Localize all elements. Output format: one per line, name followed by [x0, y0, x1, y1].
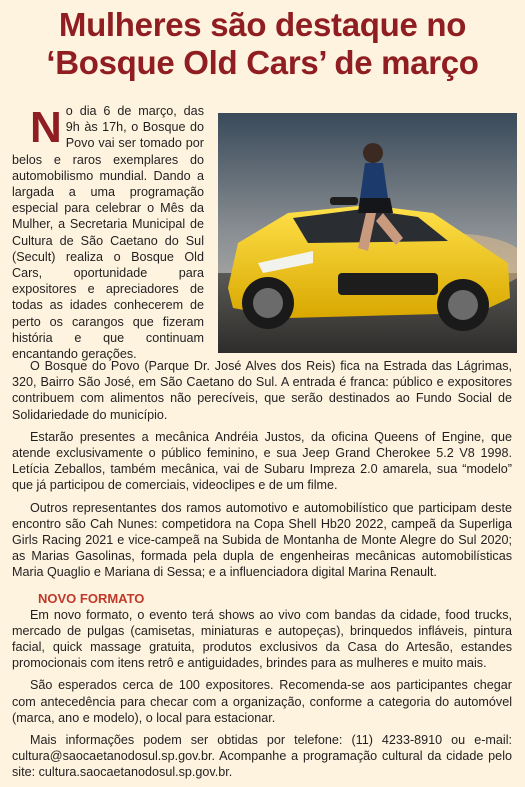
body-paragraph-1: O Bosque do Povo (Parque Dr. José Alves dos Reis) fica na Estrada das Lágrimas, 320, Bairro São José, em São Caetano do Sul. A entrada é franca: público e expositores contribuem com alimentos não perecíveis, que serão destinados ao Fundo Social de Solidariedade do município.	[12, 359, 512, 422]
body-paragraph-5: São esperados cerca de 100 expositores. Recomenda-se aos participantes chegar com antecedência para checar com a organização, conforme a categoria do automóvel (marca, ano e modelo), o local para estacionar.	[12, 678, 512, 725]
body-paragraph-6: Mais informações podem ser obtidas por telefone: (11) 4233-8910 ou e-mail: cultura@saocaetanodosul.sp.gov.br. Acompanhe a programação cultural da cidade pelo site: cultura.saocaetanodosul.sp.gov.br.	[12, 733, 512, 780]
article-title	[0, 6, 525, 82]
car-photo-illustration	[218, 113, 517, 353]
car-photo	[218, 113, 517, 353]
body-paragraph-4: Em novo formato, o evento terá shows ao vivo com bandas da cidade, food trucks, mercado de pulgas (camisetas, miniaturas e autopeças), brinquedos infláveis, pintura facial, quick massage gratuita, produtos exclusivos da Casa do Artesão, estandes promocionais com itens retrô e antiguidades, brindes para as mulheres e muito mais.	[12, 607, 512, 671]
intro-text: o dia 6 de março, das 9h às 17h, o Bosque do Povo vai ser tomado por belos e raros exemplares do automobilismo mundial. Dando a largada a uma programação especial para celebrar o Mês da Mulher, a Secretaria Municipal de Cultura de São Caetano do Sul (Secult) realiza o Bosque Old Cars, oportunidade para expositores e apreciadores de todas as idades conhecerem de perto os carangos que fizeram história e que continuam encantando gerações.	[12, 104, 204, 362]
intro-paragraph	[12, 103, 204, 362]
body-paragraph-2: Estarão presentes a mecânica Andréia Justos, da oficina Queens of Engine, que atende exclusivamente o público feminino, e sua Jeep Grand Cherokee 5.2 V8 1998. Letícia Zeballos, também mecânica, vai de Subaru Impreza 2.0 amarela, sua “modelo” que já participou de comerciais, videoclipes e de um filme.	[12, 429, 512, 493]
title-line-2: ‘Bosque Old Cars’ de março	[46, 44, 479, 81]
article-body	[12, 358, 512, 787]
intro-column	[12, 103, 204, 362]
section-subhead: NOVO FORMATO	[38, 590, 145, 606]
body-paragraph-3: Outros representantes dos ramos automotivo e automobilístico que participam deste encontro são Cah Nunes: competidora na Copa Shell Hb20 2022, campeã da Superliga Girls Racing 2021 e vice-campeã na Subida de Montanha de Monte Alegre do Sul 2020; as Marias Gasolinas, formada pela dupla de engenheiras mecânicas automobilísticas Maria Quaglio e Mariana di Sessa; e a influenciadora digital Marina Renault.	[12, 500, 512, 580]
title-line-1: Mulheres são destaque no	[58, 6, 467, 43]
drop-cap: N	[30, 103, 62, 152]
